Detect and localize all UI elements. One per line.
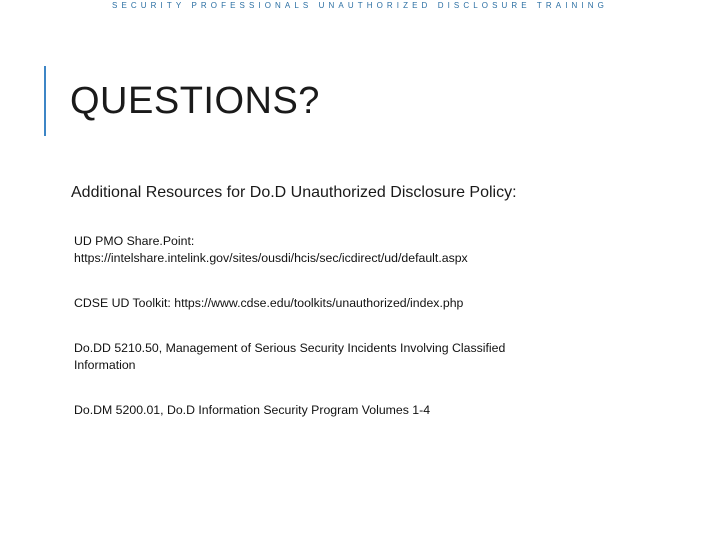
resource-text-continued: Information [74,358,136,372]
resource-dodm-5200-01 [74,402,694,419]
page-title: QUESTIONS? [70,80,320,122]
resource-label: UD PMO Share.Point: [74,234,195,248]
resource-cdse-ud-toolkit [74,295,694,312]
resource-dodd-5210-50 [74,340,694,374]
resource-ud-pmo-sharepoint [74,233,694,267]
resource-list [74,233,694,419]
header-banner: SECURITY PROFESSIONALS UNAUTHORIZED DISCLOSURE TRAINING [112,1,608,10]
title-accent-bar [44,66,46,136]
resource-link[interactable]: CDSE UD Toolkit: https://www.cdse.edu/toolkits/unauthorized/index.php [74,296,464,310]
resource-text: Do.DD 5210.50, Management of Serious Security Incidents Involving Classified [74,341,506,355]
resource-link[interactable]: https://intelshare.intelink.gov/sites/ousdi/hcis/sec/icdirect/ud/default.aspx [74,251,468,265]
resource-text: Do.DM 5200.01, Do.D Information Security Program Volumes 1-4 [74,403,431,417]
resources-intro: Additional Resources for Do.D Unauthorized Disclosure Policy: [71,184,517,201]
